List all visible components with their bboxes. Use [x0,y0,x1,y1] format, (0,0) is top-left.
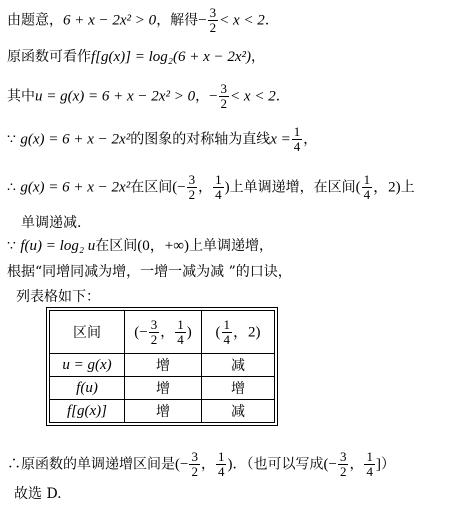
text: ． [264,12,279,29]
interval: ) [224,179,230,196]
text: ，解得 [156,12,199,29]
table-cell: f(u) [50,377,125,400]
interval: (− [323,456,337,473]
text: ． [275,88,290,105]
interval: (0，+∞) [137,238,189,254]
fraction: $\frac{3}{2}$ [209,5,217,35]
text: ．（也可以写成 [232,456,324,473]
inequality: < x < 2 [219,12,265,29]
text: ， [195,88,210,105]
inequality: 6 + x − 2x² > 0 [63,12,157,29]
inequality: < x < 2 [230,88,276,105]
table-cell: 增 [125,377,202,400]
text: 上 [400,179,415,196]
text: ， [200,456,215,473]
table-header-cell: (− $\frac{3}{2}$ ， $\frac{1}{4}$ ) [125,311,202,354]
table-cell: 减 [202,354,275,377]
text: 其中 [7,88,35,105]
text: ， [251,49,266,65]
interval: ) [227,456,233,473]
table-cell: 减 [202,400,275,423]
interval: ] [375,456,381,473]
text: 上单调递增，在区间 [229,179,356,196]
formula: f[g(x)] = log₂(6 + x − 2x²) [91,49,252,65]
fraction: $\frac{1}{4}$ [363,172,371,202]
text: ， [349,456,364,473]
text: 上单调递增， [188,238,273,254]
fraction: $\frac{3}{2}$ [191,449,198,479]
formula: g(x) = 6 + x − 2x² [20,179,131,196]
fraction: $\frac{3}{2}$ [188,172,196,202]
interval: ，2) [373,179,401,196]
text: 单调递减. [21,215,82,231]
text: 在区间 [130,179,173,196]
table-cell: 增 [125,400,202,423]
solution-line-11 [14,484,62,504]
table-cell: 增 [202,377,275,400]
formula: u = g(x) = 6 + x − 2x² > 0 [35,88,196,105]
because-symbol: ∵ [7,131,16,148]
table-cell: u = g(x) [50,354,125,377]
monotonicity-table [49,310,275,423]
fraction: $\frac{1}{4}$ [366,449,373,479]
text: 由题意， [7,12,63,29]
because-symbol: ∵ [7,238,16,254]
solution-line-10 [7,450,395,479]
fraction: $\frac{3}{2}$ [220,81,228,111]
table-cell: f[g(x)] [50,400,125,423]
fraction: $\frac{1}{4}$ [215,172,222,202]
text: 列表格如下： [16,289,100,305]
minus-sign: − [198,12,207,29]
interval: ( [355,179,361,196]
text: ， [198,179,213,196]
table-cell: 增 [125,354,202,377]
solution-line-9 [16,287,100,307]
text: 根据“同增同减为增，一增一减为减 ”的口诀， [7,264,292,280]
formula: x = [270,131,291,148]
text: 原函数可看作 [7,49,91,65]
formula: f(u) = log₂ u [20,238,96,254]
table-row [50,354,275,377]
text: ∴原函数的单调递增区间是 [7,456,175,473]
formula: g(x) = 6 + x − 2x² [20,131,131,148]
solution-line-6 [21,213,81,233]
table-row [50,377,275,400]
fraction: $\frac{3}{2}$ [339,449,347,479]
solution-line-2 [7,47,265,67]
solution-line-4 [7,125,317,154]
text: 的图象的对称轴为直线 [130,131,271,148]
table-header-cell: 区间 [50,311,125,354]
table-header-row [50,311,275,354]
interval: (− [175,456,189,473]
solution-line-8 [7,262,292,282]
solution-line-5 [7,173,415,202]
text: ， [303,131,318,148]
therefore-symbol: ∴ [7,179,16,196]
text: ） [380,456,395,473]
fraction: $\frac{1}{4}$ [293,124,301,154]
text: 在区间 [95,238,138,254]
solution-line-7 [7,236,273,256]
table-row [50,400,275,423]
fraction: $\frac{1}{4}$ [217,449,225,479]
minus-sign: − [209,88,218,105]
table-header-cell: ( $\frac{1}{4}$ ，2) [202,311,275,354]
solution-line-1 [7,6,279,35]
answer-text: 故选 D. [14,486,62,502]
solution-line-3 [7,82,290,111]
interval: (− [172,179,186,196]
